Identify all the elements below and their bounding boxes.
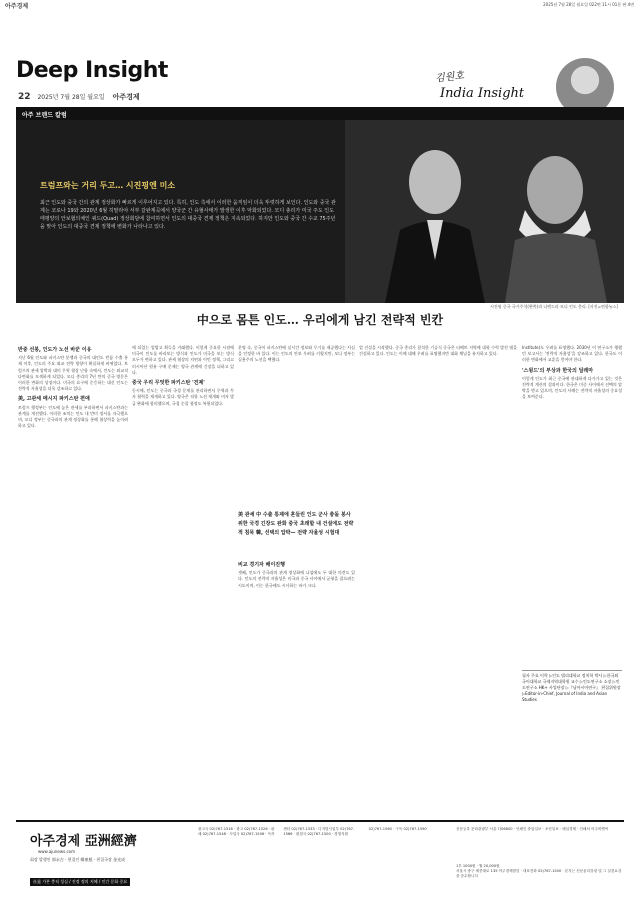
paragraph: 에 되었는 업법고 획득을 거래했다. 이렇게 중요한 시점에 미국이 인도를 바라보는 방식과 인도가 미국을 보는 방식 모두가 변하고 있다. 관세 협상의 지연과 이민 정책, 그리고 러시아산 원유 구매 문제는 양국 관계에 긴장을 더하고 있다. [132, 345, 234, 375]
subhead: 美, 고관세 메시지 파키스탄 편애 [18, 396, 90, 403]
subhead: 중국 우리 무엇한 파키스탄 '견제' [132, 380, 205, 387]
paragraph: 트럼프 행정부는 인도에 높은 관세를 부과하면서 파키스탄과는 관계를 개선했다. 이러한 조치는 인도 내 반미 정서를 자극했으며, 모디 정부는 중국과의 관계 정상화를 통해 협상력을 높이려 하고 있다. [18, 404, 128, 429]
footer-motto: 社是 가본 충직 성실 / 진정 정의 지혜 / 인간 문화 중요 [30, 878, 130, 886]
paragraph: 업 건설을 시작했다. 중국 총리가 참석한 기공식 중국은 티베트 지역에 대형 수력 발전 댐을 건설하고 있다. 인도는 이에 대해 우려를 표명했지만 대화 채널을 유지하고 있다. [359, 345, 517, 357]
article-column-4 [359, 345, 517, 357]
leader-left-head [409, 150, 461, 214]
footer-address-text: 서울시 중구 세종대로 135 아주경제빌딩 · 대표전화 02)767-1500 · 본지는 신문윤리강령 및 그 실천요강을 준수합니다 [456, 869, 622, 878]
subhead: 비교 경기자 배이진행 [238, 562, 285, 568]
article-column-5 [522, 345, 622, 401]
footer-url[interactable]: www.ajunews.com [38, 849, 75, 854]
pull-quote: 美 관세 中 수출 통제에 흔들린 인도 군사 충돌 봉사위한 국경 긴장도 완화 중국 초래할 내 건설에도 전략적 침묵 韓, 선택의 압박— 전략 자율성 시험대 [238, 512, 354, 536]
hero-lede: 최근 인도와 중국 간의 관계 정상화가 빠르게 이루어지고 있다. 특히, 인도 측에서 이러한 움직임이 더욱 뚜렷하게 보인다. 인도와 중국 관계는 코로나 19와 2020년 6월 히말라야 서부 갈완계곡에서 양국군 간 유혈사태가 발생한 이후 악화되었다. 모디 총리가 미국 주도 인도 태평양의 안보협의체인 쿼드(Quad) 정상회담에 참여하면서 인도의 대중국 견제 정책은 지속되었다. 하지만 인도와 중국 간 수교 75주년을 맞아 인도의 대중국 견제 정책에 변화가 나타나고 있다. [40, 200, 336, 230]
subhead: '스윙드'의 부상과 한국의 딜레마 [522, 367, 594, 374]
column-title: India Insight [440, 86, 525, 101]
paragraph: 셋째, 인도가 중국과의 관계 정상화에 나섬에도 두 대한 의견도 있다. 인도의 전략적 자율성은 미국과 중국 사이에서 균형을 잡으려는 시도이며, 이는 한국에도 시사하는 바가 크다. [238, 570, 355, 588]
section-brand: Deep Insight [16, 58, 168, 83]
footer-price: 1부 1000원 · 월 20,000원 [456, 864, 500, 868]
author-signature: 김원호 [434, 70, 465, 85]
footer-logo: 아주경제 亞洲經濟 [30, 834, 137, 849]
footer-print-info: 신문등록 문화관광부 서울 다06800 · 인쇄인 중앙일보 · 조선일보 · 매일경제 · 인쇄처 아주비엔씨 [456, 827, 609, 831]
paragraph: 분명 속, 중국이 파키스탄에 실시간 정보와 무기를 제공했다는 사실을 인정한 바 있다. 이는 인도의 안보 우려를 키웠지만, 모디 정부는 실용주의 노선을 택했다. [238, 345, 355, 363]
hero-photo [345, 120, 624, 303]
article-column-3b [238, 560, 355, 589]
footer-staff: 회장 발행인 郭永吉 · 편집인 韓東根 · 편집국장 金光成 [30, 857, 126, 862]
main-headline: 中으로 몸튼 인도… 우리에게 남긴 전략적 빈칸 [196, 313, 444, 327]
paragraph: 지난 6월 인도와 파키스탄 분쟁과 중국의 대인도 빈틈 수출 통제 이후, 인도의 주요 외교 전략 방향이 확실하게 바뀌었다. 트럼프의 관세 압박과 대미 무역 협상 난항 속에서, 인도는 외교적 다변화를 모색하게 되었다. 모디 총리의 7년 만의 중국 방문은 이러한 변화의 상징이다. 미국의 요구에 순응하는 대신 인도는 전략적 자율성을 더욱 강조하고 있다. [18, 355, 128, 392]
article-column-2 [132, 345, 234, 407]
top-paper-name: 아주경제 [5, 3, 29, 10]
top-date-line: 2025년 7월 28일 월요일 022면 11시 01분 판 4면 [543, 2, 634, 7]
author-bio: 필자 주요 이력 ▷인도 델리대학교 정치학 박사 ▷한국외국어대학교 국제지역대학원 교수 ▷인도연구소 소장 ▷인도연구소 HK+ 사업단장 ▷『남아시아연구』 편집위원장 ▷Editor-in-Chief, Journal of India and Asian Studies [522, 670, 622, 703]
paper-name: 아주경제 [112, 92, 140, 101]
paragraph: Institute)도 우려를 표명했다. 2030년 이 연구소가 행했던 보고서는 '전략적 자율성'을 강조하고 있다. 한국도 이러한 변화에서 교훈을 얻어야 한다. [522, 345, 622, 363]
category-bar: 아주 브랜드 칼럼 [16, 107, 624, 120]
top-strip [0, 0, 640, 10]
issue-date: 2025년 7월 28일 월요일 [37, 94, 105, 101]
leader-right-suit [505, 233, 607, 303]
page-number: 22 [18, 92, 31, 102]
paragraph: 이렇게 인도가 최근 중국에 관대하게 다가가고 있는 것은 전략적 계산의 결과이다. 한국은 미중 사이에서 선택의 압박을 받고 있으며, 인도의 사례는 전략적 자율성의 중요성을 보여준다. [522, 375, 622, 400]
article-column-1 [18, 345, 128, 429]
masthead-footer [16, 820, 624, 888]
footer-address [456, 864, 624, 879]
photo-caption: 시진핑 중국 국가주석(왼쪽)과 나렌드라 모디 인도 총리. [사진=연합뉴스] [490, 304, 618, 309]
page-subline [18, 92, 140, 102]
subhead: 반중 선봉, 인도가 노선 바꾼 이유 [18, 347, 92, 353]
article-column-3 [238, 345, 355, 364]
leader-right-head [527, 156, 583, 224]
hero-headline: 트럼프와는 거리 두고… 시진핑엔 미소 [40, 181, 176, 190]
paragraph: 동시에, 인도는 중국과 국경 문제를 관리하면서 무역과 투자 협력을 재개하고 있다. 양국은 직항 노선 재개와 비자 발급 완화에 합의했으며, 국경 순찰 협정도 복원되었다. [132, 388, 234, 406]
footer-phones: 광고국 02)767-1516 · 광고 02)767-1526 · 판매 02)767-1548 · 사업국 02)767-1506 · 독자센터 02)767-1533 · 디지털사업부 02)767-1566 · 편집국 02)767-1500 · 경영지원 02)767-1560 · 구독 02)767-1590 [198, 827, 427, 836]
